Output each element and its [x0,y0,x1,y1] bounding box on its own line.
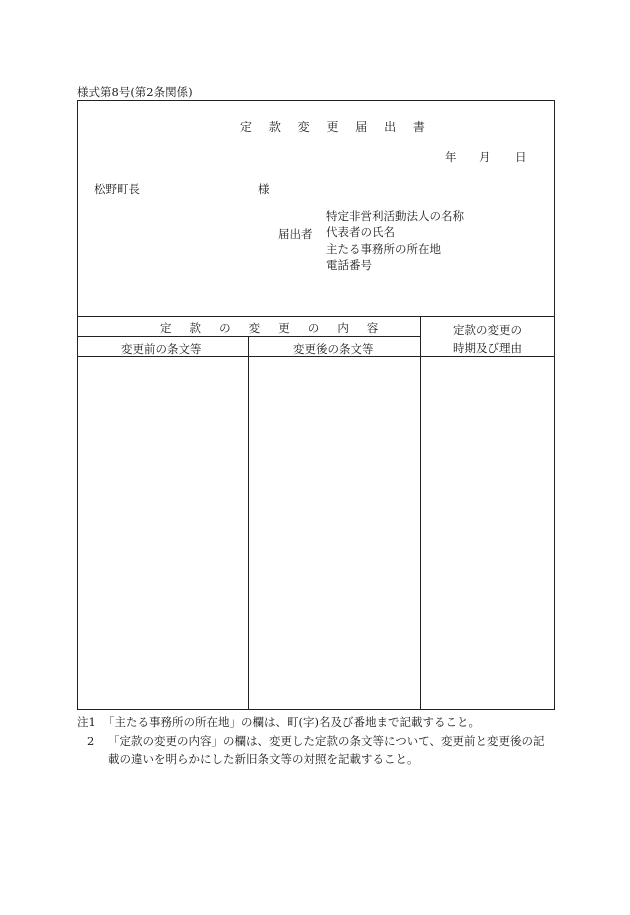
field-representative-name: 代表者の氏名 [326,225,395,240]
date-year-label: 年 [445,150,457,164]
field-office-address: 主たる事務所の所在地 [326,241,441,256]
reason-header-line2: 時期及び理由 [453,340,522,355]
field-corporation-name: 特定非営利活動法人の名称 [326,209,464,223]
before-header: 変更前の条文等 [121,342,202,356]
note-2-number: 2 [87,733,95,748]
form-frame [77,100,555,710]
table-top-rule [77,316,555,317]
notes [77,713,545,769]
date-day-label: 日 [515,150,527,164]
note-1 [77,713,545,732]
reason-divider [420,316,421,710]
reason-header [420,322,555,357]
reason-header-line1: 定款の変更の [453,323,522,337]
note-2 [77,732,545,751]
before-after-divider [248,336,249,710]
content-header: 定 款 の 変 更 の 内 容 [160,321,386,335]
note-2-text-line1: 「定款の変更の内容」の欄は、変更した定款の条文等について、変更前と変更後の記 [108,733,545,748]
document-title: 定 款 変 更 届 出 書 [240,120,432,134]
note-1-number: 注1 [77,715,96,729]
note-2-continuation [77,750,545,769]
date-month-label: 月 [479,150,491,164]
honorific: 様 [258,182,270,196]
applicant-fields [326,208,464,274]
applicant-label: 届出者 [278,227,313,241]
recipient-name: 松野町長 [94,182,140,196]
note-1-text: 「主たる事務所の所在地」の欄は、町(字)名及び番地まで記載すること。 [103,715,480,729]
form-number-label: 様式第8号(第2条関係) [77,85,193,99]
note-2-text-line2: 載の違いを明らかにした新旧条文等の対照を記載すること。 [108,752,419,767]
field-phone-number: 電話番号 [326,258,372,273]
after-header: 変更後の条文等 [293,342,374,356]
